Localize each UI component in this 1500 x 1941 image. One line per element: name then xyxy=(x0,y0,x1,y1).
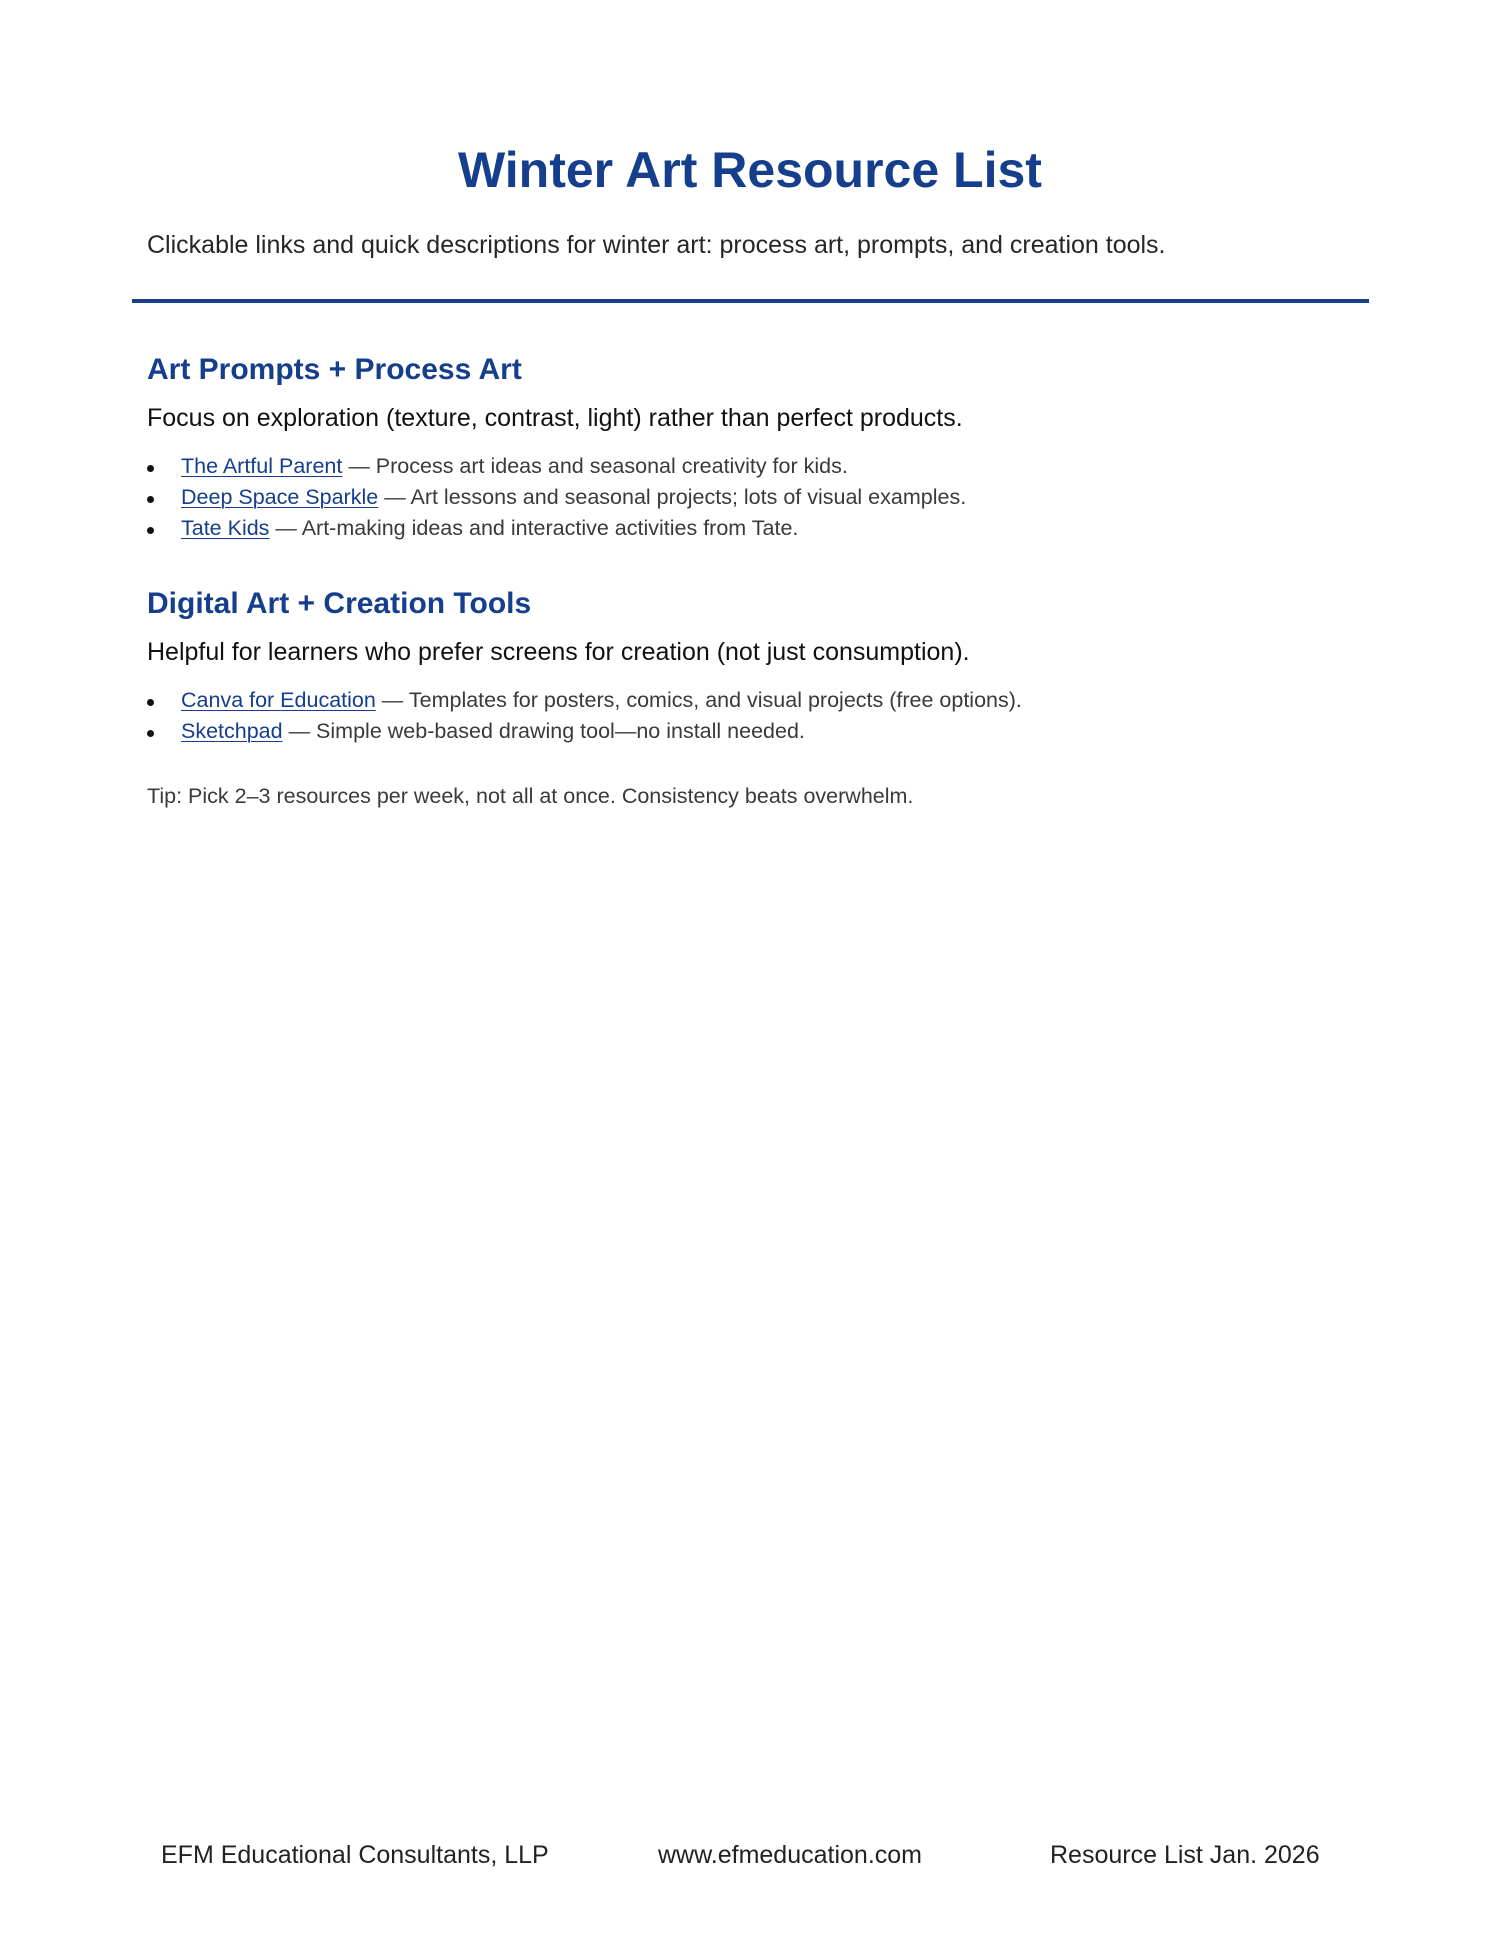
resource-link-tate-kids[interactable]: Tate Kids xyxy=(181,516,270,540)
list-item xyxy=(147,451,966,482)
section-digital-art xyxy=(147,584,1367,754)
list-item xyxy=(147,685,1022,716)
footer-website: www.efmeducation.com xyxy=(658,1841,923,1869)
section-heading: Digital Art + Creation Tools xyxy=(147,587,532,620)
list-item xyxy=(147,513,966,544)
bullet-icon xyxy=(147,699,154,706)
tip-text: Tip: Pick 2–3 resources per week, not all at once. Consistency beats overwhelm. xyxy=(147,784,914,808)
list-item xyxy=(147,716,1022,747)
bullet-icon xyxy=(147,730,154,737)
document-subtitle: Clickable links and quick descriptions for winter art: process art, prompts, and creation tools. xyxy=(147,231,1166,259)
bullet-icon xyxy=(147,465,154,472)
bullet-icon xyxy=(147,496,154,503)
resource-description: — Templates for posters, comics, and visual projects (free options). xyxy=(375,688,1022,712)
footer-date: Resource List Jan. 2026 xyxy=(1050,1841,1320,1869)
section-intro: Helpful for learners who prefer screens for creation (not just consumption). xyxy=(147,638,970,666)
resource-description: — Process art ideas and seasonal creativity for kids. xyxy=(342,454,848,478)
resource-description: — Art lessons and seasonal projects; lots of visual examples. xyxy=(378,485,967,509)
section-intro: Focus on exploration (texture, contrast, light) rather than perfect products. xyxy=(147,404,963,432)
resource-link-artful-parent[interactable]: The Artful Parent xyxy=(181,454,343,478)
resource-list xyxy=(147,685,1022,747)
document-title: Winter Art Resource List xyxy=(458,142,1042,198)
footer-company: EFM Educational Consultants, LLP xyxy=(161,1841,549,1869)
resource-description: — Simple web-based drawing tool—no install needed. xyxy=(282,719,805,743)
resource-description: — Art-making ideas and interactive activities from Tate. xyxy=(269,516,799,540)
resource-link-canva-for-education[interactable]: Canva for Education xyxy=(181,688,376,712)
bullet-icon xyxy=(147,527,154,534)
section-heading: Art Prompts + Process Art xyxy=(147,353,522,386)
header-divider xyxy=(132,299,1369,303)
resource-link-deep-space-sparkle[interactable]: Deep Space Sparkle xyxy=(181,485,379,509)
resource-link-sketchpad[interactable]: Sketchpad xyxy=(181,719,283,743)
list-item xyxy=(147,482,966,513)
section-art-prompts xyxy=(147,350,1367,540)
resource-list xyxy=(147,451,966,544)
